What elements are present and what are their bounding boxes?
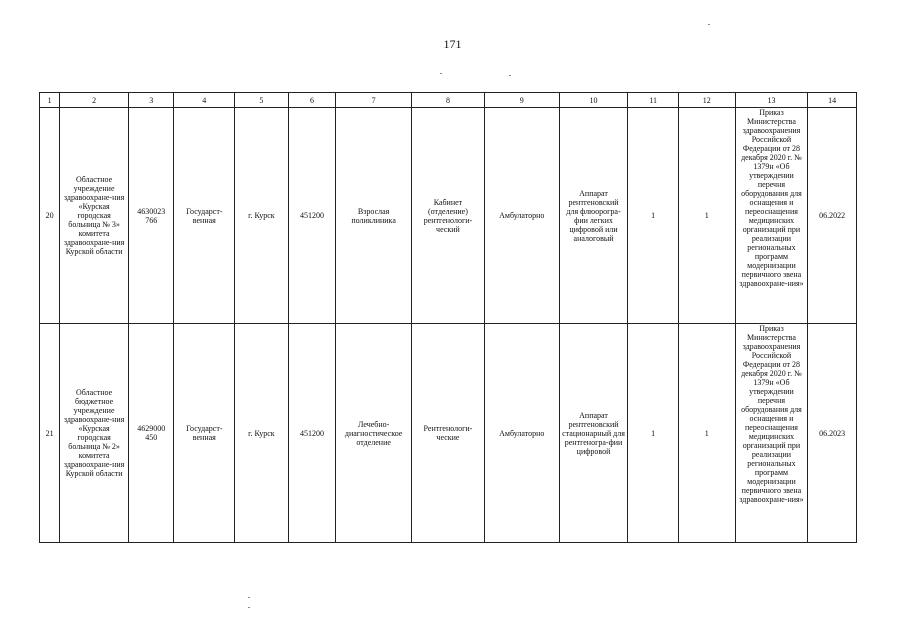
- column-header: 12: [678, 93, 735, 108]
- scan-speck: [248, 597, 250, 598]
- table-row: [40, 324, 857, 543]
- organization-code: 4630023 766: [128, 108, 174, 324]
- unit-name: Взрослая поликлиника: [336, 108, 412, 324]
- row-number: 20: [40, 108, 60, 324]
- table-header-row: [40, 93, 857, 108]
- column-header: 2: [60, 93, 129, 108]
- city: г. Курск: [235, 324, 289, 543]
- delivery-date: 06.2023: [808, 324, 857, 543]
- scan-speck: [708, 24, 710, 25]
- column-header: 13: [735, 93, 808, 108]
- scan-speck: [509, 75, 511, 76]
- organization-name: Областное бюджетное учреждение здравоохране-ния «Курская городская больница № 2» комитета здравоохране-ния Курской области: [60, 324, 129, 543]
- quantity-cell: 1: [628, 324, 679, 543]
- delivery-date: 06.2022: [808, 108, 857, 324]
- organization-code: 4629000 450: [128, 324, 174, 543]
- column-header: 8: [412, 93, 485, 108]
- column-header: 3: [128, 93, 174, 108]
- department-name: Кабинет (отделение) рентгенологи-ческий: [412, 108, 485, 324]
- index-code: 451200: [288, 108, 336, 324]
- equipment-name: Аппарат рентгеновский для флюорогра-фии легких цифровой или аналоговый: [559, 108, 628, 324]
- column-header: 11: [628, 93, 679, 108]
- regulatory-order: Приказ Министерства здравоохранения Российской Федерации от 28 декабря 2020 г. № 1379н «Об утверждении перечня оборудования для оснащения и переоснащения медицинских организаций при реализации региональных программ модернизации первичного звена здравоохране-ния»: [735, 324, 808, 543]
- page-number: 171: [443, 37, 462, 51]
- unit-name: Лечебно-диагностическое отделение: [336, 324, 412, 543]
- quantity-cell: 1: [678, 108, 735, 324]
- organization-name: Областное учреждение здравоохране-ния «Курская городская больница № 3» комитета здравоохране-ния Курской области: [60, 108, 129, 324]
- column-header: 4: [174, 93, 235, 108]
- ownership-type: Государст-венная: [174, 324, 235, 543]
- city: г. Курск: [235, 108, 289, 324]
- quantity-cell: 1: [628, 108, 679, 324]
- regulatory-order: Приказ Министерства здравоохранения Российской Федерации от 28 декабря 2020 г. № 1379н «Об утверждении перечня оборудования для оснащения и переоснащения медицинских организаций при реализации региональных программ модернизации первичного звена здравоохране-ния»: [735, 108, 808, 324]
- column-header: 7: [336, 93, 412, 108]
- department-name: Рентгенологи-ческие: [412, 324, 485, 543]
- equipment-table: [39, 92, 857, 543]
- ownership-type: Государст-венная: [174, 108, 235, 324]
- care-conditions: Амбулаторно: [484, 324, 559, 543]
- care-conditions: Амбулаторно: [484, 108, 559, 324]
- table-row: [40, 108, 857, 324]
- equipment-name: Аппарат рентгеновский стационарный для рентгеногра-фии цифровой: [559, 324, 628, 543]
- column-header: 5: [235, 93, 289, 108]
- column-header: 10: [559, 93, 628, 108]
- scan-speck: [440, 73, 442, 74]
- column-header: 6: [288, 93, 336, 108]
- index-code: 451200: [288, 324, 336, 543]
- column-header: 9: [484, 93, 559, 108]
- column-header: 14: [808, 93, 857, 108]
- scan-speck: [248, 607, 250, 608]
- row-number: 21: [40, 324, 60, 543]
- quantity-cell: 1: [678, 324, 735, 543]
- column-header: 1: [40, 93, 60, 108]
